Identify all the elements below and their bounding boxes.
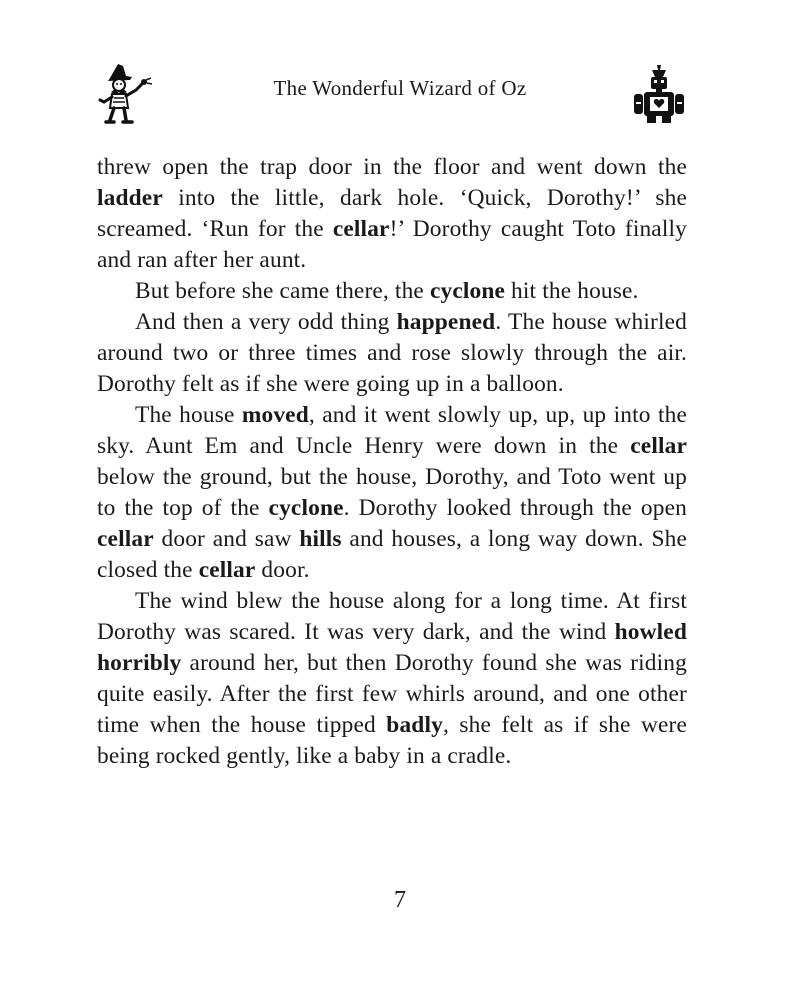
bold-keyword: cellar [630,433,687,459]
text-run: . Dorothy looked through the open [343,495,687,521]
bold-keyword: cellar [97,526,154,552]
text-run: !’ Dorothy caught Toto finally and ran after her aunt. [97,216,687,273]
text-run: The wind blew the house along for a long time. At first Dorothy was scared. It was very dark, and the wind [97,588,687,645]
text-run: below the ground, but the house, Dorothy, and Toto went up to the top of the [97,464,687,521]
text-run: And then a very odd thing [135,309,397,335]
text-run: , she felt as if she were being rocked gently, like a baby in a cradle. [97,712,687,769]
bold-keyword: cyclone [429,278,506,304]
text-run: threw open the trap door in the floor and went down the [97,154,687,180]
page-number: 7 [394,887,406,913]
bold-keyword: happened [396,309,496,335]
paragraph [97,307,687,400]
paragraph [97,276,687,307]
text-run: door. [255,557,310,583]
text-run: , and it went slowly up, up, up into the sky. Aunt Em and Uncle Henry were down in the [97,402,687,459]
bold-keyword: badly [386,712,443,738]
text-run: and houses, a long way down. She closed the [97,526,688,583]
text-run: . The house whirled around two or three times and rose slowly through the air. Dorothy felt as if she were going up in a balloon. [97,309,687,397]
tin-man-icon [630,64,688,124]
text-run: hit the house. [505,278,639,304]
text-run: But before she came there, the [135,278,430,304]
page-header [0,0,800,130]
paragraph [97,586,687,772]
bold-keyword: ladder [97,185,163,211]
bold-keyword: cellar [332,216,390,242]
text-run: The house [135,402,242,428]
running-header-title: The Wonderful Wizard of Oz [273,76,527,100]
bold-keyword: cyclone [268,495,344,521]
paragraph [97,152,687,276]
text-run: door and saw [153,526,300,552]
bold-keyword: howled horribly [97,619,687,676]
paragraph [97,400,687,586]
chapter-body-text [97,152,687,772]
bold-keyword: hills [299,526,342,552]
bold-keyword: moved [241,402,309,428]
bold-keyword: cellar [198,557,256,583]
text-run: around her, but then Dorothy found she was riding quite easily. After the first few whirls around, and one other time when the house tipped [97,650,687,738]
text-run: into the little, dark hole. ‘Quick, Dorothy!’ she screamed. ‘Run for the [97,185,687,242]
